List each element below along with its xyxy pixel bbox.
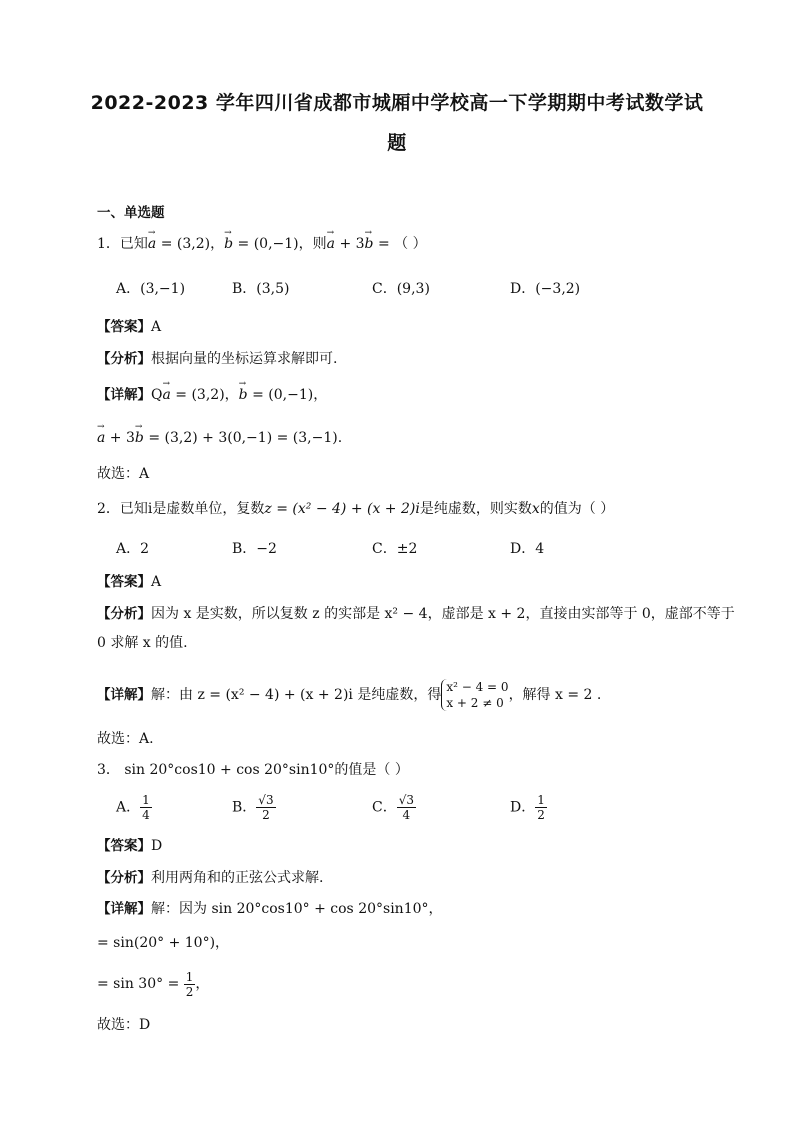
q1-analysis: [97, 349, 337, 369]
numerator: 1: [185, 969, 194, 984]
q1-stem-text: = （ ）: [373, 236, 427, 252]
page-title: 2022-2023 学年四川省成都市城厢中学校高一下学期期中考试数学试: [90, 92, 704, 114]
q3-stem: 3． sin 20°cos10 + cos 20°sin10°的值是（ ）: [97, 762, 409, 778]
q2-analysis-line2: 0 求解 x 的值.: [97, 635, 188, 651]
q1-detail: [97, 385, 327, 405]
option-label: C．: [372, 799, 397, 816]
q2-option-a: A．2: [116, 541, 150, 557]
q1-stem-text: 1．已知: [97, 236, 148, 252]
q1-choose: 故选：A: [97, 466, 150, 482]
equation-line: x + 2 ≠ 0: [446, 696, 504, 710]
numerator: √3: [398, 793, 414, 807]
q3-option-a: [116, 793, 152, 822]
q3-answer: [97, 836, 162, 856]
q3-option-c: [372, 793, 416, 822]
detail-tag: 【详解】: [97, 387, 151, 403]
fraction: [184, 970, 196, 999]
option-label: A．: [116, 799, 141, 816]
q2-stem-text: 是纯虚数，则实数: [419, 501, 532, 517]
option-label: D．: [510, 799, 536, 816]
q1-stem: [97, 234, 427, 254]
q2-answer: [97, 572, 161, 592]
q1-stem-text: + 3: [335, 236, 365, 252]
q3-detail-line3: [97, 968, 209, 1000]
vector-b: → b: [365, 234, 374, 254]
q3-option-d: [510, 793, 547, 822]
option-label: B．: [232, 799, 257, 816]
vector-a: → a: [97, 428, 105, 448]
q1-option-b: B．(3,5): [232, 281, 290, 297]
q2-detail: [97, 677, 601, 713]
q2-stem-text: 的值为（ ）: [539, 501, 615, 517]
vector-a: → a: [327, 234, 335, 254]
q1-stem-text: = (3,2)，: [156, 236, 225, 252]
numerator: 1: [537, 793, 545, 807]
q2-analysis: [97, 604, 735, 624]
equation-system: [441, 679, 508, 711]
analysis-text: 因为 x 是实数，所以复数 z 的实部是 x² − 4，虚部是 x + 2，直接由实部等于 0，虚部不等于: [151, 606, 735, 622]
detail-text: ，: [195, 976, 210, 992]
q1-stem-text: = (0,−1)，则: [233, 236, 327, 252]
vector-a: → a: [148, 234, 156, 254]
q1-option-d: D．(−3,2): [510, 281, 581, 297]
detail-text: = sin 30° =: [97, 976, 184, 992]
page-title-continued: 题: [387, 132, 407, 154]
numerator: 1: [142, 793, 150, 807]
denominator: 2: [537, 808, 545, 822]
q2-option-c: C．±2: [372, 541, 418, 557]
denominator: 4: [402, 808, 411, 822]
q1-answer: [97, 317, 161, 337]
detail-tag: 【详解】: [97, 901, 151, 917]
analysis-text: 根据向量的坐标运算求解即可.: [151, 351, 338, 367]
detail-text: = (3,2)，: [170, 387, 239, 403]
q3-option-b: [232, 793, 276, 822]
equation-line: x² − 4 = 0: [446, 680, 509, 694]
answer-tag: 【答案】: [97, 838, 151, 854]
detail-tag: 【详解】: [97, 687, 151, 703]
detail-text: + 3: [105, 430, 135, 446]
numerator: √3: [258, 793, 274, 807]
detail-text: = (3,2) + 3(0,−1) = (3,−1).: [143, 430, 343, 446]
denominator: 2: [262, 808, 270, 822]
fraction: [140, 793, 152, 822]
section-heading: 一、单选题: [97, 205, 165, 221]
q1-option-a: A．(3,−1): [116, 281, 186, 297]
detail-text: 解：由 z = (x² − 4) + (x + 2)i 是纯虚数，得: [151, 687, 442, 703]
fraction: [535, 793, 547, 822]
detail-text: Q: [151, 387, 163, 403]
q3-detail: [97, 899, 443, 919]
vector-a: → a: [162, 385, 170, 405]
answer-tag: 【答案】: [97, 319, 151, 335]
q1-detail-line2: [97, 428, 342, 448]
analysis-tag: 【分析】: [97, 351, 151, 367]
q1-option-c: C．(9,3): [372, 281, 430, 297]
vector-b: → b: [239, 385, 248, 405]
analysis-tag: 【分析】: [97, 606, 151, 622]
vector-b: → b: [135, 428, 144, 448]
q2-stem: [97, 499, 614, 519]
q2-option-d: D．4: [510, 541, 545, 557]
fraction: [397, 793, 416, 822]
q2-expression: z = (x² − 4) + (x + 2)i: [264, 501, 420, 517]
denominator: 4: [142, 808, 150, 822]
answer-value: A: [151, 574, 162, 590]
detail-text: ，解得 x = 2 .: [508, 687, 602, 703]
q3-detail-line2: = sin(20° + 10°)，: [97, 935, 230, 951]
vector-b: → b: [224, 234, 233, 254]
denominator: 2: [185, 984, 194, 999]
answer-value: A: [151, 319, 162, 335]
q2-choose: 故选：A.: [97, 731, 154, 747]
q2-option-b: B．−2: [232, 541, 277, 557]
q2-stem-text: 2．已知i是虚数单位，复数: [97, 501, 265, 517]
answer-tag: 【答案】: [97, 574, 151, 590]
detail-text: 解：因为 sin 20°cos10° + cos 20°sin10°，: [151, 901, 443, 917]
analysis-text: 利用两角和的正弦公式求解.: [151, 870, 324, 886]
q3-analysis: [97, 868, 323, 888]
detail-text: = (0,−1)，: [247, 387, 328, 403]
answer-value: D: [151, 838, 163, 854]
q2-variable: x: [531, 501, 540, 517]
analysis-tag: 【分析】: [97, 870, 151, 886]
fraction: [256, 793, 275, 822]
q3-choose: 故选：D: [97, 1017, 151, 1033]
